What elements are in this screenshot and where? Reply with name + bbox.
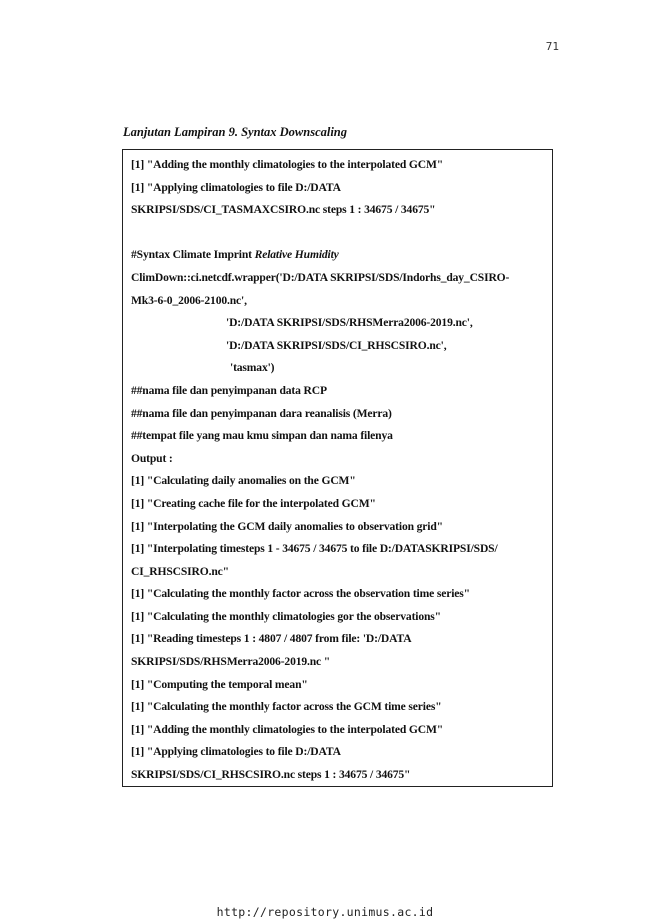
output-line: [1] "Applying climatologies to file D:/DATA: [131, 745, 341, 759]
code-line: [1] "Applying climatologies to file D:/DATA: [131, 180, 341, 194]
output-line: [1] "Calculating the monthly factor across the observation time series": [131, 587, 470, 601]
output-line: [1] "Adding the monthly climatologies to the interpolated GCM": [131, 722, 444, 736]
code-line: [1] "Adding the monthly climatologies to the interpolated GCM": [131, 158, 444, 171]
section-heading: [131, 244, 546, 267]
output-line: [1] "Creating cache file for the interpolated GCM": [131, 496, 376, 510]
comment-line: ##nama file dan penyimpanan dara reanalisis (Merra): [131, 406, 392, 420]
code-line-argument: 'D:/DATA SKRIPSI/SDS/RHSMerra2006-2019.nc',: [226, 316, 473, 330]
output-line: [1] "Calculating the monthly climatologies gor the observations": [131, 609, 441, 623]
appendix-caption: Lanjutan Lampiran 9. Syntax Downscaling: [123, 125, 348, 139]
code-line-argument: 'D:/DATA SKRIPSI/SDS/CI_RHSCSIRO.nc',: [226, 338, 447, 352]
output-line: CI_RHSCSIRO.nc": [131, 564, 229, 578]
output-line: [1] "Interpolating the GCM daily anomalies to observation grid": [131, 519, 443, 533]
output-line: [1] "Calculating the monthly factor across the GCM time series": [131, 700, 442, 714]
output-line: SKRIPSI/SDS/RHSMerra2006-2019.nc ": [131, 655, 331, 669]
section-heading-text: #Syntax Climate Imprint: [131, 248, 255, 262]
output-line: [1] "Computing the temporal mean": [131, 677, 308, 691]
output-line: SKRIPSI/SDS/CI_RHSCSIRO.nc steps 1 : 34675 / 34675": [131, 768, 411, 782]
code-listing-box: [122, 149, 553, 787]
output-line: [1] "Interpolating timesteps 1 - 34675 / 34675 to file D:/DATASKRIPSI/SDS/: [131, 542, 498, 556]
page-number: 71: [545, 40, 559, 53]
code-line-argument: 'tasmax'): [230, 361, 275, 375]
output-line: [1] "Reading timesteps 1 : 4807 / 4807 from file: 'D:/DATA: [131, 632, 412, 646]
code-line: SKRIPSI/SDS/CI_TASMAXCSIRO.nc steps 1 : 34675 / 34675": [131, 203, 436, 217]
comment-line: ##nama file dan penyimpanan data RCP: [131, 383, 327, 397]
code-line: ClimDown::ci.netcdf.wrapper('D:/DATA SKRIPSI/SDS/Indorhs_day_CSIRO-: [131, 270, 510, 284]
output-line: [1] "Calculating daily anomalies on the GCM": [131, 474, 356, 488]
repository-url-footer: http://repository.unimus.ac.id: [216, 905, 434, 919]
output-label: Output :: [131, 451, 173, 465]
section-heading-italic: Relative Humidity: [254, 248, 339, 262]
comment-line: ##tempat file yang mau kmu simpan dan nama filenya: [131, 429, 393, 443]
code-line: Mk3-6-0_2006-2100.nc',: [131, 293, 247, 307]
blank-line: [131, 222, 546, 245]
